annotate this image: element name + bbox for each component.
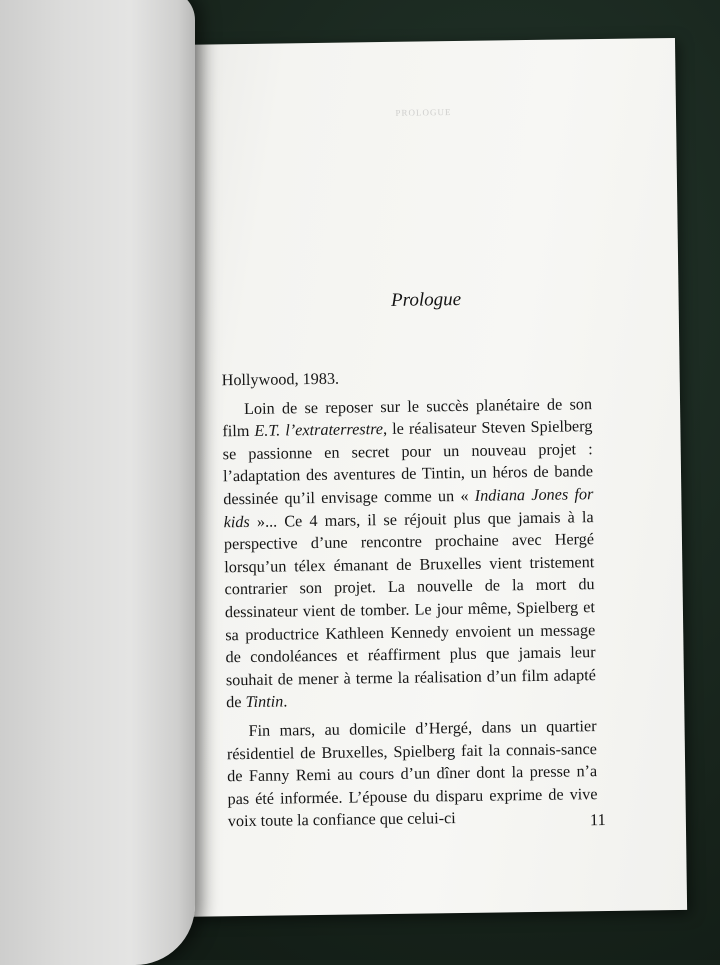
page-number: 11 [589, 809, 606, 830]
book-page [170, 38, 687, 917]
text-run: Fin mars, au domicile d’Hergé, dans un quartier résidentiel de Bruxelles, Spielberg fait la connais-sance de Fanny Remi au cours d’un dîner dont la presse n’a pas été informée. L’épouse du disparu exprime de vive voix toute la confiance que celui-ci [226, 717, 598, 831]
text-run: Hollywood, 1983. [221, 369, 340, 390]
paragraph [226, 715, 598, 833]
left-facing-page [0, 0, 195, 965]
body-text [222, 364, 598, 833]
paragraph [222, 393, 596, 714]
italic-text-run: E.T. l’extraterrestre [254, 420, 384, 441]
left-page-bleedthrough [6, 277, 194, 303]
text-run: , le réalisateur Steven Spielberg se passionne en secret pour un nouveau projet : l’adaptation des aventures de Tintin, un héros de bande dessinée qu’il envisage comme un « [222, 417, 594, 509]
text-run: . [283, 692, 288, 711]
text-run: »... Ce 4 mars, il se réjouit plus que jamais à la perspective d’une rencontre prochaine avec Hergé lorsqu’un télex émanant de Bruxelles vient tristement contrarier son projet. La nouvelle de la mort du dessinateur vient de tomber. Le jour même, Spielberg et sa productrice Kathleen Kennedy envoient un message de condoléances et réaffirment plus que jamais leur souhait de mener à terme la réalisation d’un film adapté de [223, 507, 596, 712]
italic-text-run: Tintin [245, 692, 284, 712]
text-run: Loin de se reposer sur le succès planétaire de son film [222, 394, 593, 441]
paragraph [222, 364, 592, 392]
chapter-title: Prologue [390, 288, 462, 311]
italic-text-run: Indiana Jones for kids [223, 485, 594, 531]
running-head: PROLOGUE [395, 107, 452, 118]
